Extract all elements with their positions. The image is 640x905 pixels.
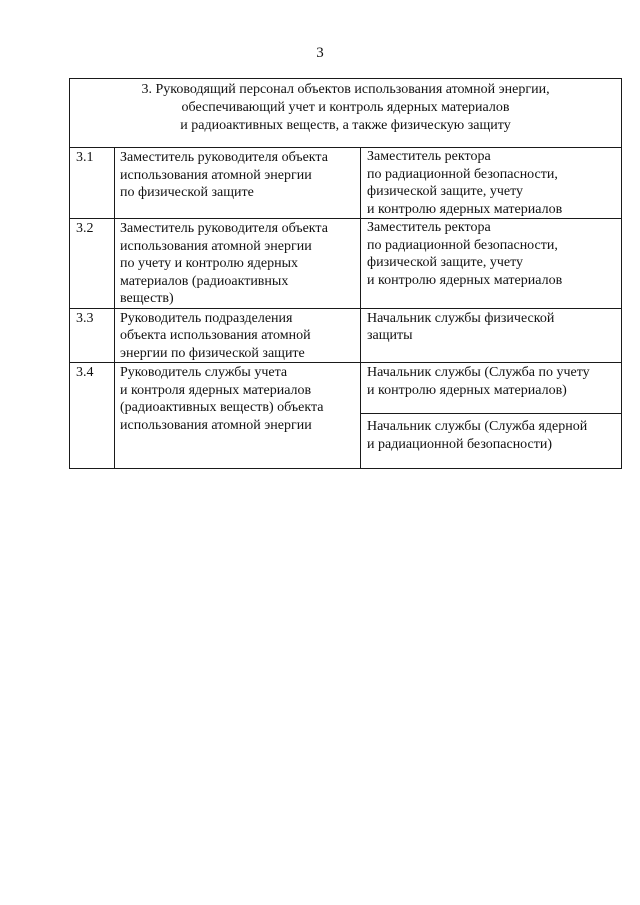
text-line: по радиационной безопасности, <box>367 166 558 182</box>
text-line: энергии по физической защите <box>120 345 305 361</box>
current-position <box>115 148 361 219</box>
current-position <box>115 308 361 363</box>
new-position <box>361 363 621 413</box>
new-position-split <box>361 363 622 469</box>
text-line: Заместитель ректора <box>367 149 491 164</box>
row-number: 3.1 <box>70 148 115 219</box>
current-position <box>115 219 361 309</box>
text-line: и радиационной безопасности) <box>367 436 553 452</box>
text-line: материалов (радиоактивных <box>120 273 289 289</box>
text-line: по физической защите <box>120 185 254 200</box>
text-line: защиты <box>367 328 413 343</box>
table-row <box>70 363 622 469</box>
text-line: по радиационной безопасности, <box>367 237 558 253</box>
row-number: 3.4 <box>70 363 115 469</box>
text-line: и контролю ядерных материалов <box>367 201 563 217</box>
text-line: использования атомной энергии <box>120 167 312 183</box>
text-line: Заместитель руководителя объекта <box>120 150 328 165</box>
row-number: 3.2 <box>70 219 115 309</box>
text-line: веществ) <box>120 291 174 306</box>
section-title-line: 3. Руководящий персонал объектов использования атомной энергии, <box>141 82 550 97</box>
new-position <box>361 308 622 363</box>
table-row <box>70 308 622 363</box>
text-line: физической защите, учету <box>367 255 524 270</box>
section-title-line: и радиоактивных веществ, а также физическую защиту <box>180 118 511 133</box>
text-line: Руководитель службы учета <box>120 365 288 380</box>
section-header-row <box>70 79 622 148</box>
table-row <box>70 219 622 309</box>
text-line: Руководитель подразделения <box>120 310 293 326</box>
text-line: Заместитель руководителя объекта <box>120 221 328 236</box>
positions-table <box>69 78 622 469</box>
text-line: Начальник службы (Служба по учету <box>367 365 590 380</box>
text-line: физической защите, учету <box>367 184 524 199</box>
text-line: по учету и контролю ядерных <box>120 256 298 271</box>
section-title <box>70 79 622 148</box>
text-line: Заместитель ректора <box>367 220 491 235</box>
text-line: Начальник службы (Служба ядерной <box>367 419 588 434</box>
section-title-line: обеспечивающий учет и контроль ядерных материалов <box>181 100 510 115</box>
new-position <box>361 219 622 309</box>
new-position <box>361 413 621 466</box>
table-row <box>70 148 622 219</box>
text-line: объекта использования атомной <box>120 328 311 343</box>
page-number: 3 <box>316 45 324 61</box>
new-position <box>361 148 622 219</box>
text-line: и контроля ядерных материалов <box>120 382 312 398</box>
text-line: использования атомной энергии <box>120 417 312 433</box>
current-position <box>115 363 361 469</box>
text-line: использования атомной энергии <box>120 238 312 254</box>
text-line: Начальник службы физической <box>367 310 555 326</box>
text-line: и контролю ядерных материалов <box>367 272 563 288</box>
text-line: (радиоактивных веществ) объекта <box>120 400 324 415</box>
text-line: и контролю ядерных материалов) <box>367 382 567 398</box>
row-number: 3.3 <box>70 308 115 363</box>
